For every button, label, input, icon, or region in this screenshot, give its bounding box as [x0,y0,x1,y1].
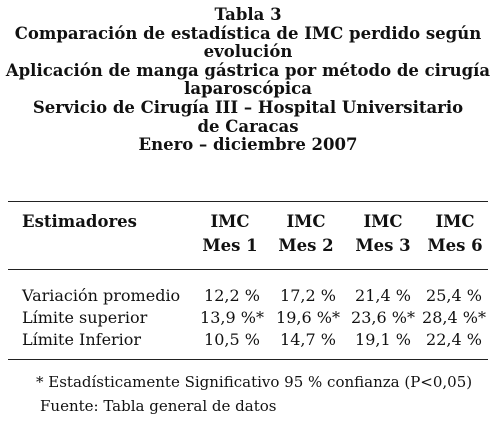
header-month-label: Mes 2 [278,236,334,255]
caption-title-line: Aplicación de manga gástrica por método de cirugía [5,60,491,80]
header-imc-mes-2 [274,210,338,258]
significance-footnote: * Estadísticamente Significativo 95 % confianza (P<0,05) [36,373,473,391]
row-label-limite-inferior: Límite Inferior [22,330,142,349]
caption-title-line: Comparación de estadística de IMC perdido según [14,23,482,43]
table-cell: 22,4 % [426,330,482,349]
header-imc-label: IMC [435,212,475,231]
header-imc-mes-1 [198,210,262,258]
header-imc-label: IMC [286,212,326,231]
table-cell: 21,4 % [355,286,411,305]
header-month-label: Mes 6 [427,236,483,255]
table-cell: 14,7 % [280,330,336,349]
table-cell: 12,2 % [204,286,260,305]
table-row [0,284,496,307]
table-top-rule [8,201,488,202]
table-cell: 25,4 % [426,286,482,305]
header-estimadores: Estimadores [22,212,137,231]
table-bottom-rule [8,359,488,360]
table-cell: 23,6 %* [351,308,415,327]
header-imc-mes-3 [351,210,415,258]
table-row [0,306,496,329]
caption-title-line: laparoscópica [184,79,312,99]
header-month-label: Mes 1 [202,236,258,255]
table-cell: 28,4 %* [422,308,486,327]
table-cell: 10,5 % [204,330,260,349]
table-cell: 13,9 %* [200,308,264,327]
caption-title-line: de Caracas [197,116,299,136]
table-cell: 19,6 %* [276,308,340,327]
table-cell: 19,1 % [355,330,411,349]
table-caption [0,6,496,155]
caption-title-line: evolución [203,42,293,62]
table-row [0,328,496,351]
header-imc-label: IMC [363,212,403,231]
table-cell: 17,2 % [280,286,336,305]
header-imc-mes-6 [423,210,487,258]
source-note: Fuente: Tabla general de datos [40,397,277,415]
row-label-limite-superior: Límite superior [22,308,148,327]
caption-date-range: Enero – diciembre 2007 [138,135,358,155]
caption-title-line: Servicio de Cirugía III – Hospital Universitario [32,97,464,117]
header-month-label: Mes 3 [355,236,411,255]
header-imc-label: IMC [210,212,250,231]
row-label-variacion-promedio: Variación promedio [22,286,181,305]
caption-table-number: Tabla 3 [214,5,282,24]
table-header-rule [8,269,488,270]
